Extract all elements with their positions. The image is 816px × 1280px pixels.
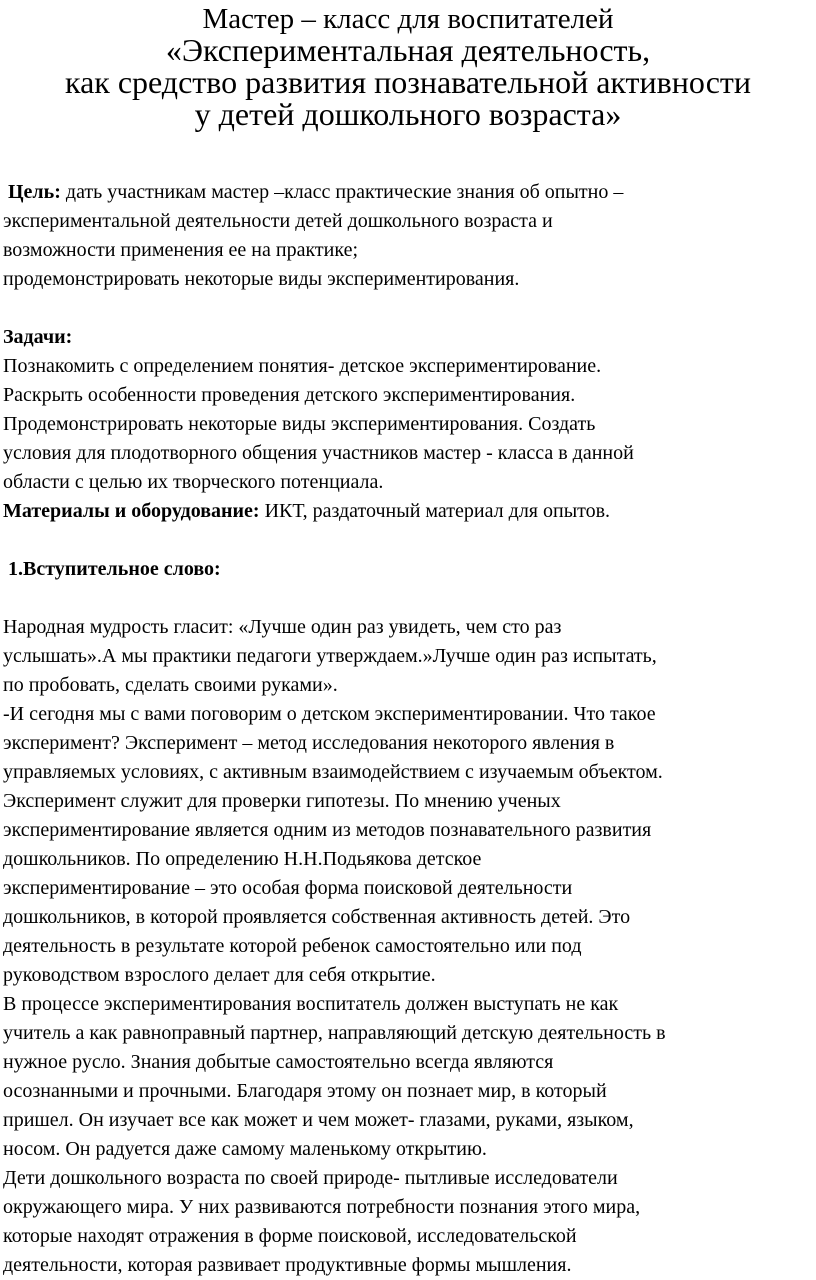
title-line-2: «Экспериментальная деятельность,	[165, 32, 651, 68]
intro-line: экспериментирование – это особая форма поисковой деятельности	[3, 877, 573, 899]
intro-heading: 1.Вступительное слово:	[8, 558, 221, 580]
intro-line: которые находят отражения в форме поисковой, исследовательской	[3, 1225, 577, 1247]
materials-label: Материалы и оборудование:	[3, 500, 260, 522]
title-line-1: Мастер – класс для воспитателей	[202, 3, 614, 35]
intro-line: Дети дошкольного возраста по своей природе- пытливые исследователи	[3, 1167, 618, 1189]
intro-line: дошкольников, в которой проявляется собственная активность детей. Это	[3, 906, 631, 928]
document-body	[3, 178, 811, 1280]
materials-text: ИКТ, раздаточный материал для опытов.	[259, 500, 611, 522]
intro-line: Народная мудрость гласит: «Лучше один раз увидеть, чем сто раз	[3, 616, 562, 638]
goal-label: Цель:	[8, 181, 61, 203]
goal-line-1	[3, 178, 811, 207]
goal-line-2: экспериментальной деятельности детей дошкольного возраста и	[3, 210, 553, 232]
task-line: Раскрыть особенности проведения детского экспериментирования.	[3, 384, 576, 406]
title-line-3: как средство развития познавательной активности	[65, 64, 751, 100]
intro-line: Эксперимент служит для проверки гипотезы. По мнению ученых	[3, 790, 561, 812]
intro-line: дошкольников. По определению Н.Н.Подьякова детское	[3, 848, 482, 870]
intro-line: учитель а как равноправный партнер, направляющий детскую деятельность в	[3, 1022, 666, 1044]
intro-line: -И сегодня мы с вами поговорим о детском экспериментировании. Что такое	[3, 703, 656, 725]
goal-text-1: дать участникам мастер –класс практические знания об опытно –	[60, 181, 624, 203]
intro-line: нужное русло. Знания добытые самостоятельно всегда являются	[3, 1051, 554, 1073]
task-line: условия для плодотворного общения участников мастер - класса в данной	[3, 442, 634, 464]
intro-line: эксперимент? Эксперимент – метод исследования некоторого явления в	[3, 732, 615, 754]
intro-line: по пробовать, сделать своими руками».	[3, 674, 338, 696]
intro-line: деятельности, которая развивает продуктивные формы мышления.	[3, 1254, 572, 1276]
intro-line: В процессе экспериментирования воспитатель должен выступать не как	[3, 993, 619, 1015]
task-line: области с целью их творческого потенциала.	[3, 471, 384, 493]
task-line: Познакомить с определением понятия- детское экспериментирование.	[3, 355, 602, 377]
intro-line: услышать».А мы практики педагоги утверждаем.»Лучше один раз испытать,	[3, 645, 657, 667]
tasks-label: Задачи:	[3, 326, 73, 348]
task-line: Продемонстрировать некоторые виды экспериментирования. Создать	[3, 413, 596, 435]
goal-line-4: продемонстрировать некоторые виды экспериментирования.	[3, 268, 520, 290]
intro-line: экспериментирование является одним из методов познавательного развития	[3, 819, 652, 841]
intro-line: окружающего мира. У них развиваются потребности познания этого мира,	[3, 1196, 641, 1218]
intro-line: осознанными и прочными. Благодаря этому он познает мир, в который	[3, 1080, 607, 1102]
intro-line: носом. Он радуется даже самому маленькому открытию.	[3, 1138, 487, 1160]
intro-line: руководством взрослого делает для себя открытие.	[3, 964, 436, 986]
intro-line: деятельность в результате которой ребенок самостоятельно или под	[3, 935, 582, 957]
goal-line-3: возможности применения ее на практике;	[3, 239, 359, 261]
intro-line: пришел. Он изучает все как может и чем может- глазами, руками, языком,	[3, 1109, 634, 1131]
intro-line: управляемых условиях, с активным взаимодействием с изучаемым объектом.	[3, 761, 663, 783]
document-title	[0, 0, 816, 130]
materials-line	[3, 497, 811, 526]
title-line-4: у детей дошкольного возраста»	[194, 96, 622, 132]
